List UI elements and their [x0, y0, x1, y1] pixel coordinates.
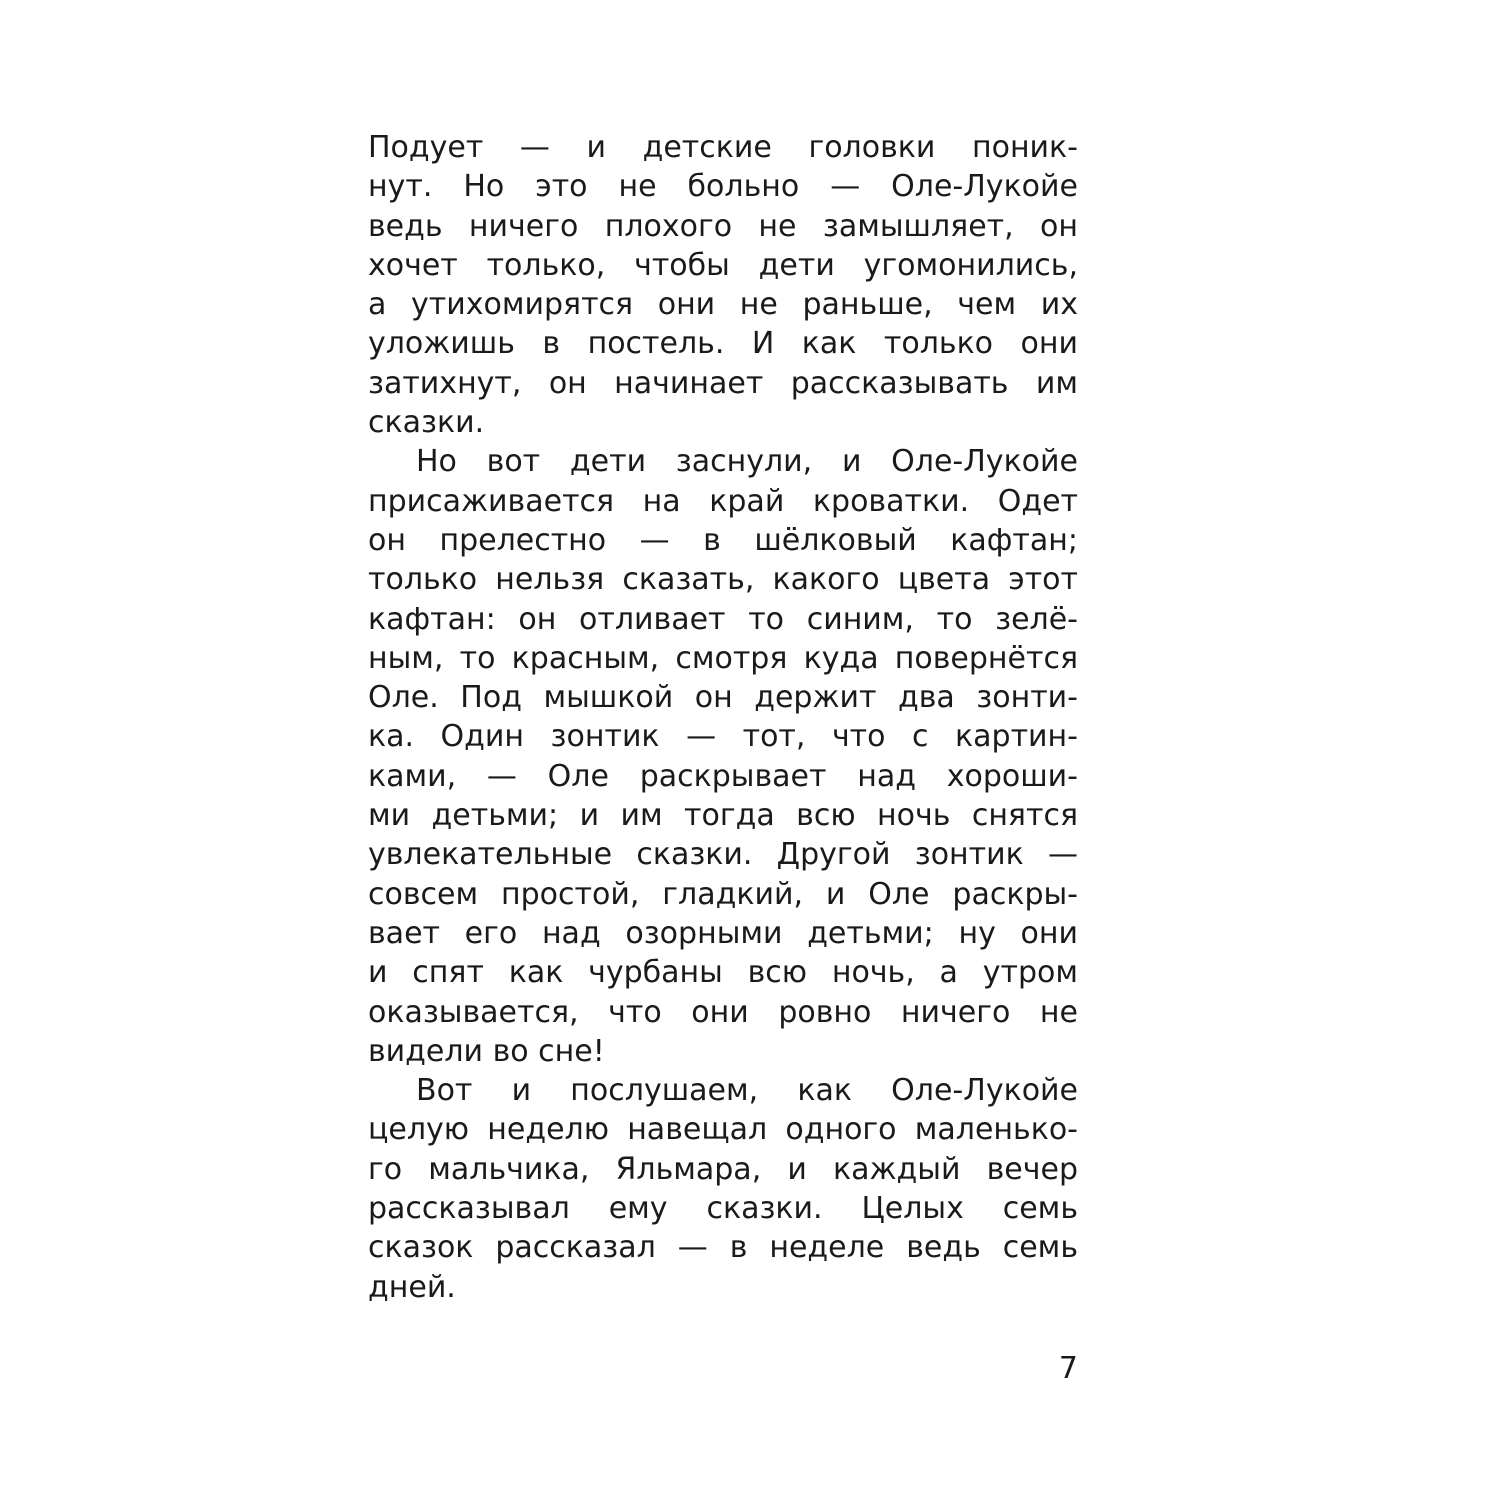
- text-line: вает его над озорными детьми; ну они: [368, 915, 1078, 951]
- text-line: присаживается на край кроватки. Одет: [368, 483, 1078, 519]
- text-line: ным, то красным, смотря куда повернётся: [368, 640, 1078, 676]
- text-line: рассказывал ему сказки. Целых семь: [368, 1191, 1078, 1227]
- text-line: хочет только, чтобы дети угомонились,: [368, 247, 1078, 283]
- text-line: Вот и послушаем, как Оле-Лукойе: [416, 1073, 1078, 1109]
- text-line: затихнут, он начинает рассказывать им: [368, 365, 1078, 401]
- body-text: [368, 128, 1078, 1307]
- text-line: Оле. Под мышкой он держит два зонти-: [368, 680, 1078, 716]
- text-line: увлекательные сказки. Другой зонтик —: [368, 837, 1078, 873]
- text-line: целую неделю навещал одного маленько-: [368, 1112, 1078, 1148]
- text-line: видели во сне!: [368, 1033, 605, 1069]
- paragraph: [368, 1071, 1078, 1307]
- text-line: только нельзя сказать, какого цвета этот: [368, 562, 1078, 598]
- text-line: ка. Один зонтик — тот, что с картин-: [368, 719, 1078, 755]
- text-line: а утихомирятся они не раньше, чем их: [368, 287, 1078, 323]
- text-line: Подует — и детские головки поник-: [368, 130, 1078, 165]
- text-line: уложишь в постель. И как только они: [368, 326, 1078, 362]
- text-line: ми детьми; и им тогда всю ночь снятся: [368, 798, 1078, 834]
- text-line: Но вот дети заснули, и Оле-Лукойе: [416, 444, 1078, 480]
- paragraph: [368, 128, 1078, 442]
- text-line: сказки.: [368, 405, 485, 441]
- text-line: оказывается, что они ровно ничего не: [368, 994, 1078, 1030]
- paragraph: [368, 442, 1078, 1071]
- page-number: 7: [1058, 1351, 1078, 1386]
- text-line: и спят как чурбаны всю ночь, а утром: [368, 955, 1078, 991]
- text-line: кафтан: он отливает то синим, то зелё-: [368, 601, 1078, 637]
- text-line: го мальчика, Яльмара, и каждый вечер: [368, 1151, 1078, 1187]
- text-line: сказок рассказал — в неделе ведь семь: [368, 1230, 1078, 1266]
- text-line: совсем простой, гладкий, и Оле раскры-: [368, 876, 1078, 912]
- text-line: нут. Но это не больно — Оле-Лукойе: [368, 169, 1078, 205]
- text-line: дней.: [368, 1269, 456, 1305]
- text-line: ведь ничего плохого не замышляет, он: [368, 208, 1078, 244]
- text-line: ками, — Оле раскрывает над хороши-: [368, 758, 1078, 794]
- text-line: он прелестно — в шёлковый кафтан;: [368, 522, 1078, 558]
